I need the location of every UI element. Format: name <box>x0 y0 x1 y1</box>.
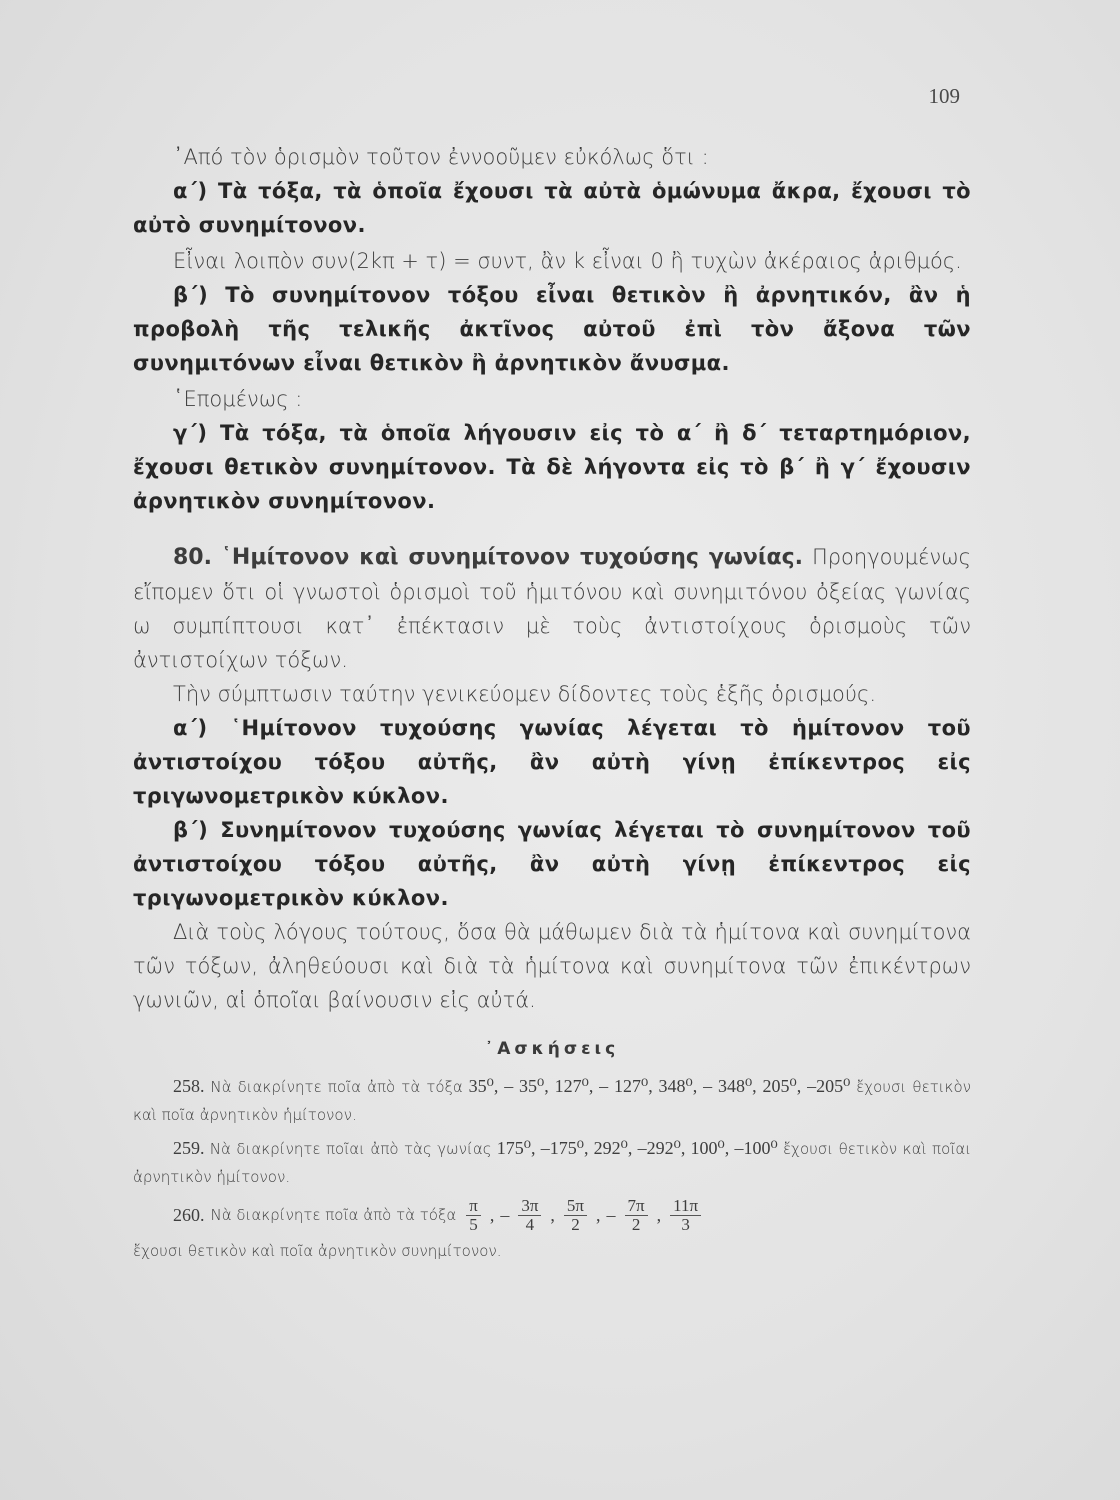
fraction <box>670 1197 701 1234</box>
exercise-text: Νὰ διακρίνητε ποῖα ἀπὸ τὰ τόξα <box>210 1078 463 1096</box>
minus-sign: – <box>606 1205 616 1225</box>
rule-b: β΄) Τὸ συνημίτονον τόξου εἶναι θετικὸν ἢ ἀρνητικόν, ἂν ἡ προβολὴ τῆς τελικῆς ἀκτῖνος αὐτοῦ ἐπὶ τὸν ἄξονα τῶν συνημιτόνων εἶναι θετικὸν ἢ ἀρνητικὸν ἄνυσμα. <box>133 283 971 375</box>
therefore-line: ῾Επομένως : <box>173 387 303 411</box>
fraction <box>625 1197 648 1234</box>
exercise-259 <box>133 1135 971 1191</box>
generalize-line: Τὴν σύμπτωσιν ταύτην γενικεύομεν δίδοντες τοὺς ἑξῆς ὁρισμούς. <box>173 682 877 706</box>
fraction-numerator: 11π <box>670 1197 701 1216</box>
definition-a: α΄) ῾Ημίτονον τυχούσης γωνίας λέγεται τὸ ἡμίτονον τοῦ ἀντιστοίχου τόξου αὐτῆς, ἂν αὐτὴ γίνῃ ἐπίκεντρος εἰς τριγωνομετρικὸν κύκλον. <box>133 716 971 808</box>
exercise-258 <box>133 1073 971 1129</box>
comma-separator: , <box>489 1205 495 1225</box>
exercise-number: 260. <box>173 1205 205 1225</box>
conclusion-paragraph: Διὰ τοὺς λόγους τούτους, ὅσα θὰ μάθωμεν διὰ τὰ ἡμίτονα καὶ συνημίτονα τῶν τόξων, ἀληθεύουσι καὶ διὰ τὰ ἡμίτονα καὶ συνημίτονα τῶν ἐπικέντρων γωνιῶν, αἱ ὁποῖαι βαίνουσιν εἰς αὐτά. <box>133 920 971 1012</box>
definition-b: β΄) Συνημίτονον τυχούσης γωνίας λέγεται τὸ συνημίτονον τοῦ ἀντιστοίχου τόξου αὐτῆς, ἂν αὐτὴ γίνῃ ἐπίκεντρος εἰς τριγωνομετρικὸν κύκλον. <box>133 818 971 910</box>
exercises-heading: ᾽Ασκήσεις <box>484 1039 620 1059</box>
exercise-text: Νὰ διακρίνητε ποῖαι ἀπὸ τὰς γωνίας <box>209 1140 492 1158</box>
exercise-text: Νὰ διακρίνητε ποῖα ἀπὸ τὰ τόξα <box>210 1206 457 1224</box>
exercise-tail: ἔχουσι θετικὸν καὶ ποῖαι ἀρνητικὸν ἡμίτονον. <box>133 1140 972 1186</box>
exercise-values: 35⁰, – 35⁰, 127⁰, – 127⁰, 348⁰, – 348⁰, 205⁰, –205⁰ <box>468 1076 851 1096</box>
page-number: 109 <box>928 84 960 108</box>
exercise-260 <box>133 1197 971 1265</box>
fraction-denominator: 3 <box>681 1215 690 1234</box>
fraction-denominator: 4 <box>525 1215 535 1234</box>
exercise-number: 258. <box>173 1076 205 1096</box>
fraction-numerator: π <box>466 1197 481 1216</box>
rule-c: γ΄) Τὰ τόξα, τὰ ὁποῖα λήγουσιν εἰς τὸ α΄ ἢ δ΄ τεταρτημόριον, ἔχουσι θετικὸν συνημίτονον. Τὰ δὲ λήγοντα εἰς τὸ β΄ ἢ γ΄ ἔχουσιν ἀρνητικὸν συνημίτονον. <box>133 421 971 513</box>
page-content <box>133 140 971 1265</box>
section-number: 80. <box>173 545 212 570</box>
comma-separator: , <box>596 1205 601 1225</box>
fraction-denominator: 5 <box>469 1215 478 1234</box>
fraction-list <box>460 1197 707 1234</box>
exercise-number: 259. <box>173 1138 205 1158</box>
fraction <box>518 1197 541 1234</box>
exercise-260-line <box>133 1197 971 1234</box>
section-text: Προηγουμένως εἴπομεν ὅτι οἱ γνωστοὶ ὁρισμοὶ τοῦ ἡμιτόνου καὶ συνημιτόνου ὀξείας γωνίας ω συμπίπτουσι κατ᾽ ἐπέκτασιν μὲ τοὺς ἀντιστοίχους ὁρισμοὺς τῶν ἀντιστοίχων τόξων. <box>133 545 971 672</box>
section-80 <box>133 540 971 677</box>
exercise-values: 175⁰, –175⁰, 292⁰, –292⁰, 100⁰, –100⁰ <box>496 1138 778 1158</box>
comma-separator: , <box>550 1205 555 1225</box>
section-title: ῾Ημίτονον καὶ συνημίτονον τυχούσης γωνίας. <box>220 545 803 570</box>
fraction-denominator: 2 <box>631 1215 641 1234</box>
fraction-numerator: 7π <box>625 1197 648 1216</box>
minus-sign: – <box>500 1205 510 1225</box>
fraction-denominator: 2 <box>571 1215 580 1234</box>
comma-separator: , <box>656 1205 662 1225</box>
exercise-tail: ἔχουσι θετικὸν καὶ ποῖα ἀρνητικὸν ἡμίτονον. <box>133 1078 971 1124</box>
fraction <box>564 1197 587 1234</box>
fraction-numerator: 5π <box>564 1197 587 1216</box>
fraction <box>466 1197 481 1234</box>
intro-line: ᾽Από τὸν ὁρισμὸν τοῦτον ἐννοοῦμεν εὐκόλως ὅτι : <box>173 145 709 169</box>
fraction-numerator: 3π <box>518 1197 541 1216</box>
exercise-tail: ἔχουσι θετικὸν καὶ ποῖα ἀρνητικὸν συνημίτονον. <box>133 1242 502 1260</box>
formula-line: Εἶναι λοιπὸν συν(2kπ + τ) = συντ, ἂν k εἶναι 0 ἢ τυχὼν ἀκέραιος ἀριθμός. <box>173 249 962 273</box>
rule-a: α΄) Τὰ τόξα, τὰ ὁποῖα ἔχουσι τὰ αὐτὰ ὁμώνυμα ἄκρα, ἔχουσι τὸ αὐτὸ συνημίτονον. <box>133 179 971 237</box>
